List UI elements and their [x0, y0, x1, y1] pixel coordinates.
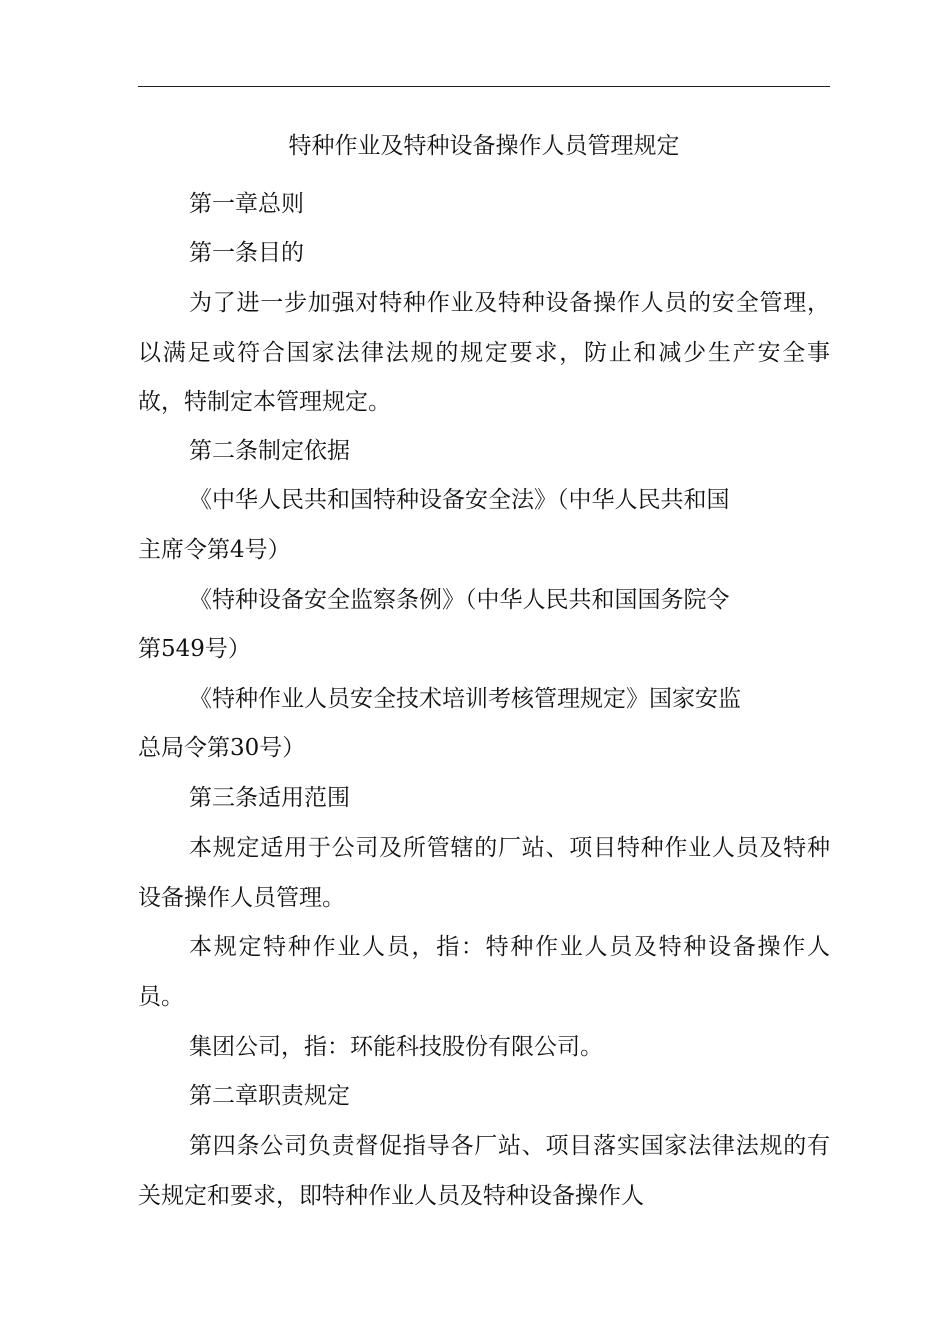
article-heading: 第三条适用范围 [189, 785, 350, 811]
paragraph-line: 故，特制定本管理规定。 [138, 389, 391, 415]
paragraph-line: 设备操作人员管理。 [138, 885, 345, 911]
article-heading: 第二条制定依据 [189, 438, 350, 464]
paragraph-line: 为了进一步加强对特种作业及特种设备操作人员的安全管理， [189, 290, 830, 316]
reference-line: 《特种设备安全监察条例》（中华人民共和国国务院令 [189, 587, 730, 613]
paragraph-line: 集团公司，指：环能科技股份有限公司。 [189, 1034, 603, 1060]
paragraph-line: 员。 [138, 984, 184, 1010]
article-heading: 第一条目的 [189, 240, 304, 266]
reference-line: 《中华人民共和国特种设备安全法》（中华人民共和国 [189, 487, 730, 513]
reference-line: 第549号） [138, 636, 251, 662]
reference-line: 总局令第30号） [138, 735, 306, 761]
document-title: 特种作业及特种设备操作人员管理规定 [288, 133, 680, 159]
paragraph-line: 第四条公司负责督促指导各厂站、项目落实国家法律法规的有 [189, 1133, 830, 1159]
paragraph-line: 关规定和要求，即特种作业人员及特种设备操作人 [138, 1183, 644, 1209]
paragraph-line: 本规定适用于公司及所管辖的厂站、项目特种作业人员及特种 [189, 835, 830, 861]
reference-line: 主席令第4号） [138, 537, 291, 563]
paragraph-line: 本规定特种作业人员，指：特种作业人员及特种设备操作人 [189, 934, 830, 960]
paragraph-line: 以满足或符合国家法律法规的规定要求，防止和减少生产安全事 [138, 340, 830, 366]
reference-line: 《特种作业人员安全技术培训考核管理规定》国家安监 [189, 686, 741, 712]
header-rule [138, 86, 830, 87]
chapter-heading: 第一章总则 [189, 191, 304, 217]
chapter-heading: 第二章职责规定 [189, 1083, 350, 1109]
